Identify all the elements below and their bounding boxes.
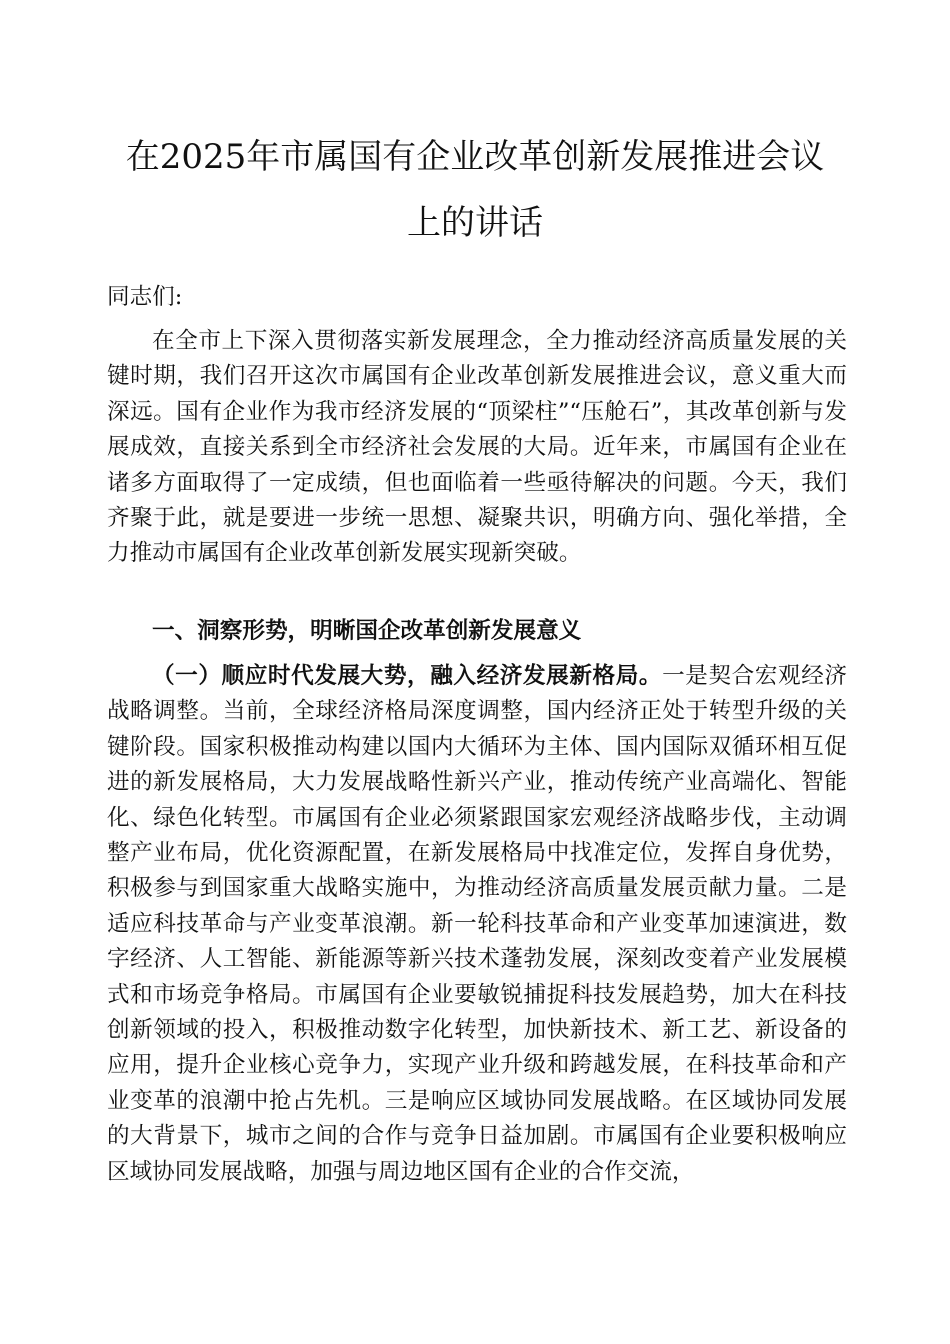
salutation: 同志们: [107,284,183,310]
document-title [100,124,850,256]
title-line-2: 上的讲话 [407,203,543,243]
section-heading-1: 一、洞察形势，明晰国企改革创新发展意义 [152,618,582,644]
subheading-1-1: （一）顺应时代发展大势，融入经济发展新格局。 [152,663,663,689]
paragraph-intro: 在全市上下深入贯彻落实新发展理念，全力推动经济高质量发展的关键时期，我们召开这次市属国有企业改革创新发展推进会议，意义重大而深远。国有企业作为我市经济发展的“顶梁柱”“压舱石”，其改革创新与发展成效，直接关系到全市经济社会发展的大局。近年来，市属国有企业在诸多方面取得了一定成绩，但也面临着一些亟待解决的问题。今天，我们齐聚于此，就是要进一步统一思想、凝聚共识，明确方向、强化举措，全力推动市属国有企业改革创新发展实现新突破。 [107,328,847,567]
paragraph-section-1-1-body: 一是契合宏观经济战略调整。当前，全球经济格局深度调整，国内经济正处于转型升级的关键阶段。国家积极推动构建以国内大循环为主体、国内国际双循环相互促进的新发展格局，大力发展战略性新兴产业，推动传统产业高端化、智能化、绿色化转型。市属国有企业必须紧跟国家宏观经济战略步伐，主动调整产业布局，优化资源配置，在新发展格局中找准定位，发挥自身优势，积极参与到国家重大战略实施中，为推动经济高质量发展贡献力量。二是适应科技革命与产业变革浪潮。新一轮科技革命和产业变革加速演进，数字经济、人工智能、新能源等新兴技术蓬勃发展，深刻改变着产业发展模式和市场竞争格局。市属国有企业要敏锐捕捉科技发展趋势，加大在科技创新领域的投入，积极推动数字化转型，加快新技术、新工艺、新设备的应用，提升企业核心竞争力，实现产业升级和跨越发展，在科技革命和产业变革的浪潮中抢占先机。三是响应区域协同发展战略。在区域协同发展的大背景下，城市之间的合作与竞争日益加剧。市属国有企业要积极响应区域协同发展战略，加强与周边地区国有企业的合作交流， [107,663,848,1185]
paragraph-section-1-1 [107,659,847,1190]
title-line-1: 在2025年市属国有企业改革创新发展推进会议 [125,137,825,177]
